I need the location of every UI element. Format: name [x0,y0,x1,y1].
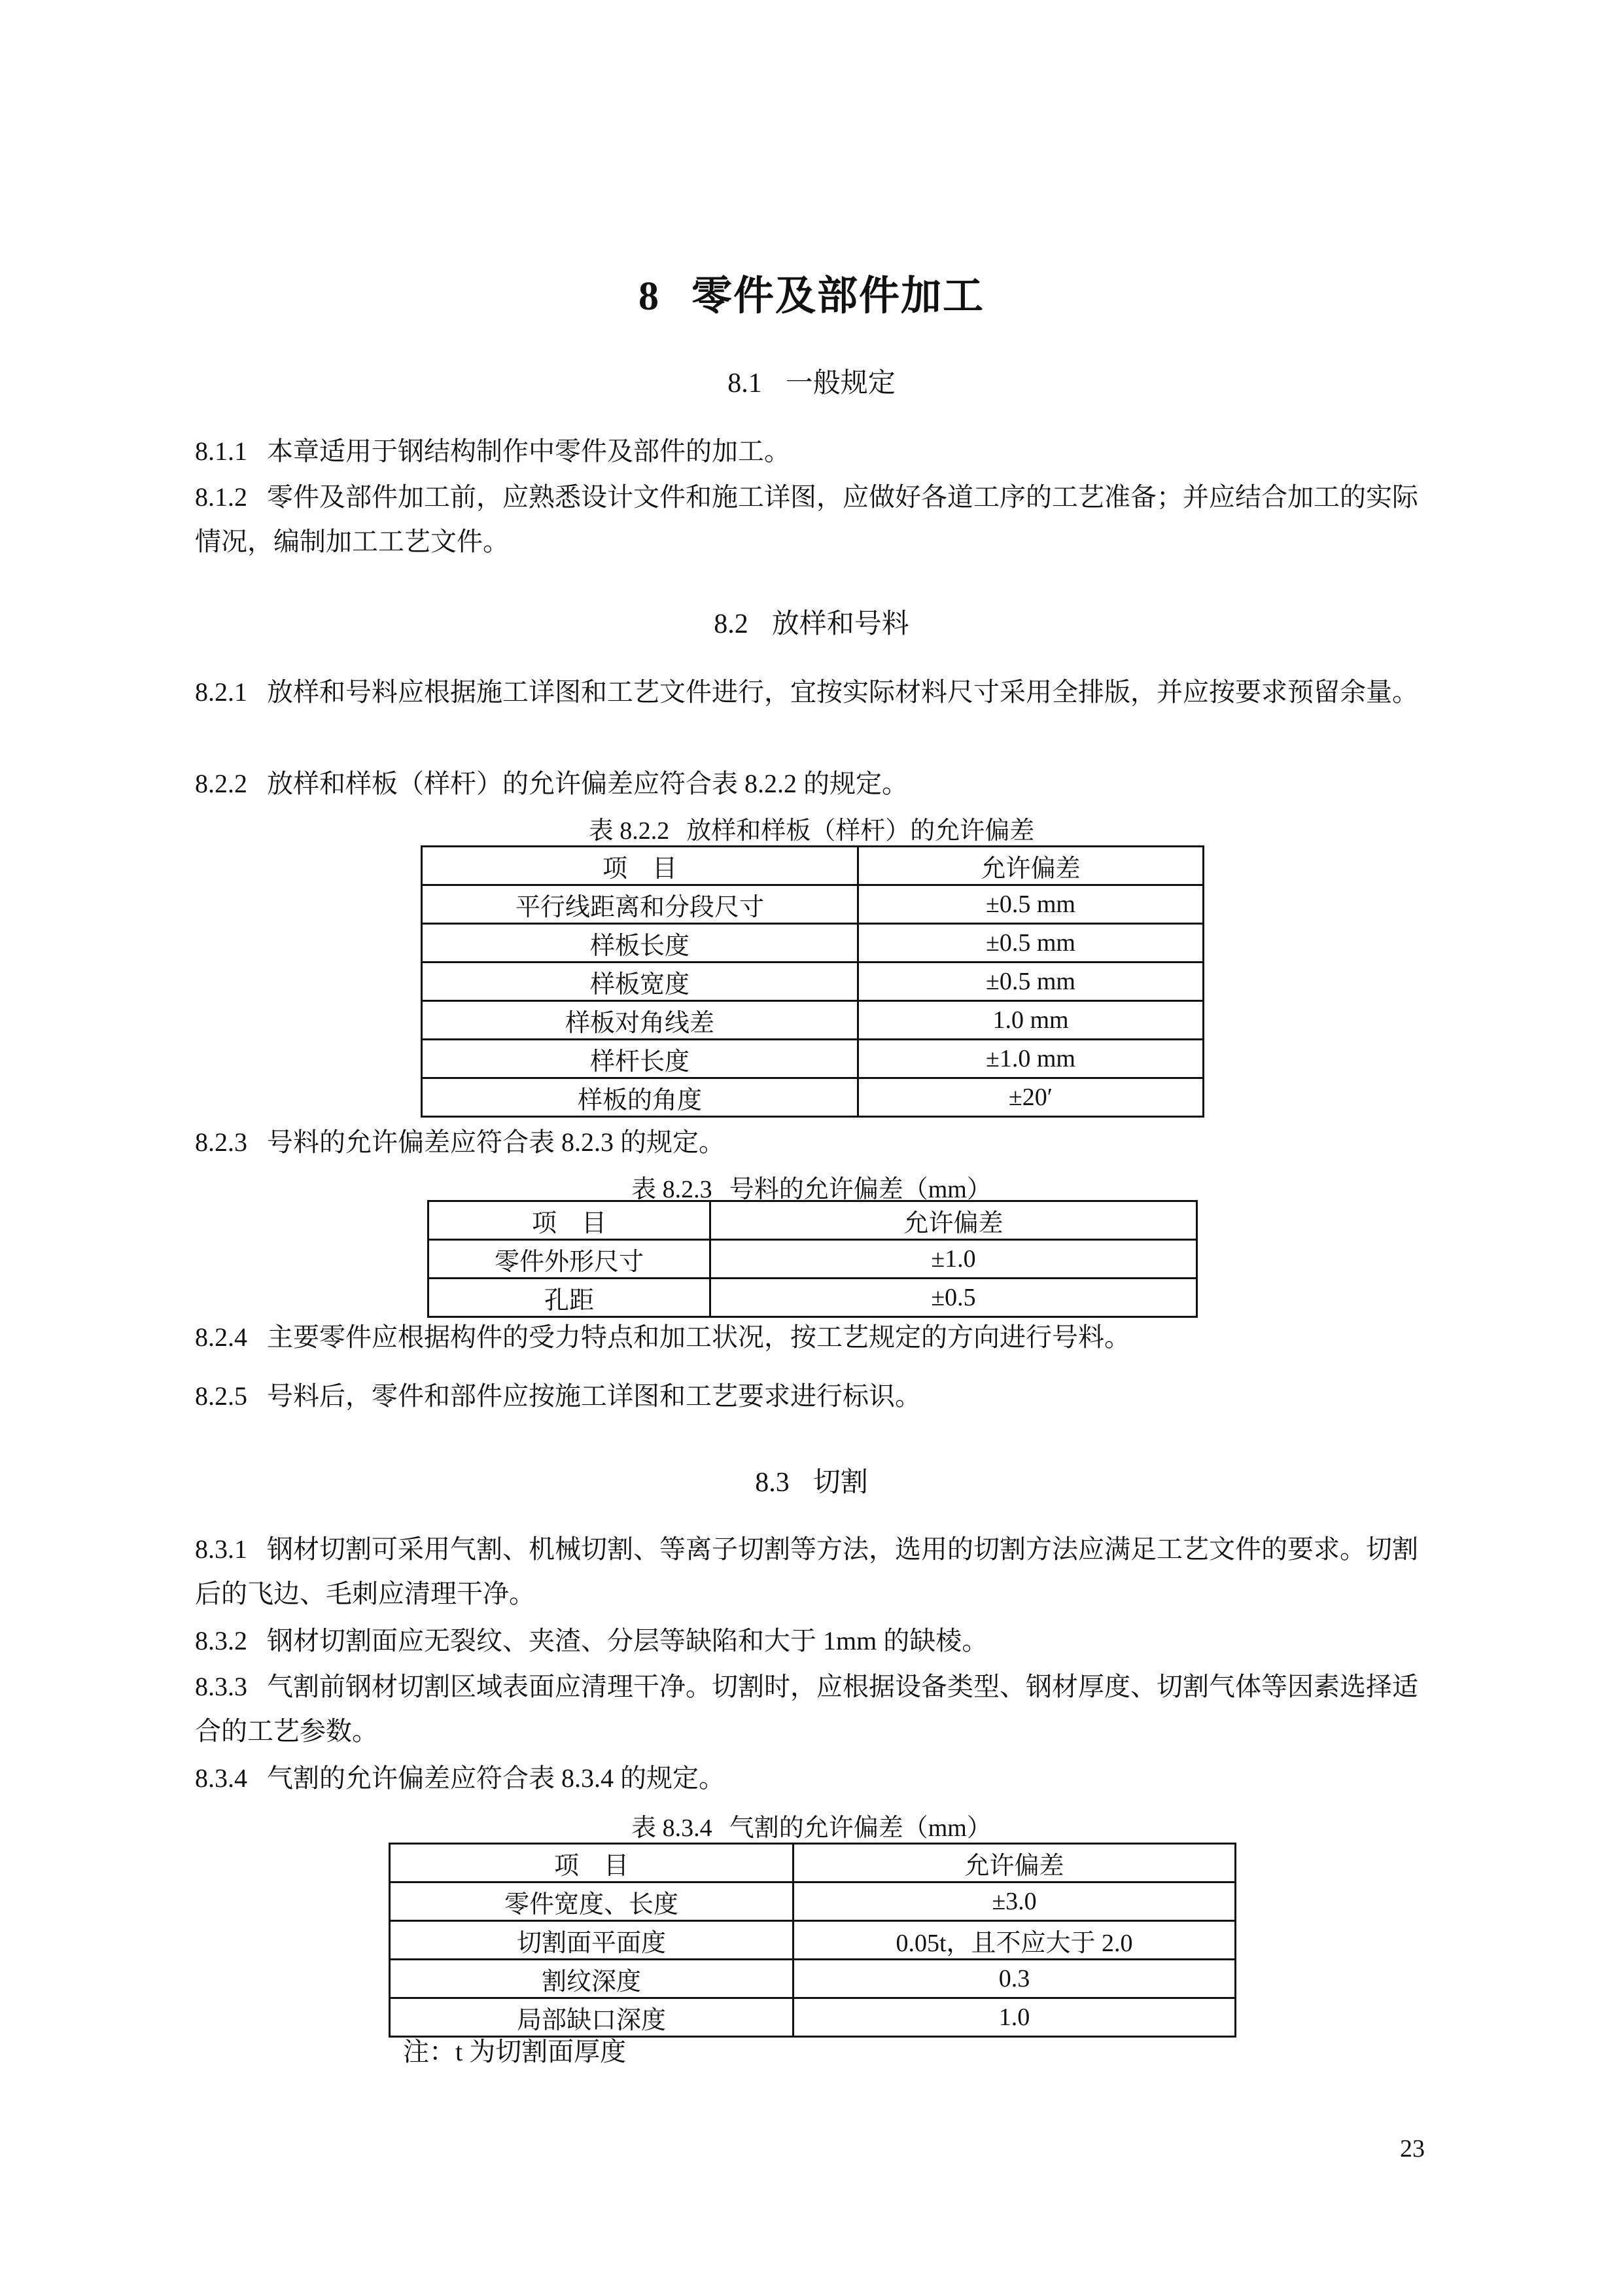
clause-8-2-3 [195,1120,1431,1165]
table-row [390,1960,1236,1998]
section-heading-8-1 [0,361,1623,400]
clause-8-3-1 [195,1527,1431,1616]
table-row [428,1279,1197,1317]
table-header-row [390,1844,1236,1882]
table-row [422,1040,1204,1078]
item-cell: 割纹深度 [390,1960,794,1998]
header-cell: 允许偏差 [710,1201,1197,1240]
caption-number: 表 8.2.2 [588,817,670,845]
clause-text: 钢材切割可采用气割、机械切割、等离子切割等方法，选用的切割方法应满足工艺文件的要求。切割后的飞边、毛刺应清理干净。 [195,1534,1418,1608]
table-row [390,1921,1236,1960]
value-cell: ±1.0 [710,1240,1197,1279]
table-row [428,1240,1197,1279]
caption-number: 表 8.3.4 [631,1814,712,1842]
value-cell: ±3.0 [794,1882,1236,1921]
clause-number: 8.1.1 [195,436,247,466]
chapter-number: 8 [638,274,660,319]
clause-number: 8.3.4 [195,1763,247,1793]
item-cell: 零件宽度、长度 [390,1882,794,1921]
clause-text: 主要零件应根据构件的受力特点和加工状况，按工艺规定的方向进行号料。 [267,1322,1130,1352]
value-cell: ±20′ [858,1078,1204,1117]
section-title: 放样和号料 [771,609,909,639]
clause-text: 气割的允许偏差应符合表 8.3.4 的规定。 [267,1763,725,1793]
table-8-2-2 [421,845,1204,1118]
item-cell: 平行线距离和分段尺寸 [422,885,858,924]
table-8-3-4 [389,1843,1236,2038]
clause-number: 8.3.1 [195,1534,247,1564]
clause-text: 放样和样板（样杆）的允许偏差应符合表 8.2.2 的规定。 [267,769,908,798]
table-row [422,1078,1204,1117]
table-row [422,963,1204,1001]
chapter-heading [0,263,1623,321]
clause-number: 8.2.3 [195,1127,247,1157]
clause-number: 8.3.3 [195,1672,247,1701]
item-cell: 样板对角线差 [422,1001,858,1040]
table-note: 注：t 为切割面厚度 [403,2037,627,2066]
caption-title: 放样和样板（样杆）的允许偏差 [686,817,1035,845]
section-number: 8.2 [714,609,748,639]
table-row [390,1882,1236,1921]
clause-8-2-1 [195,670,1431,715]
header-cell: 允许偏差 [794,1844,1236,1882]
item-cell: 样板长度 [422,924,858,963]
table-caption-8-2-3 [0,1169,1623,1205]
table-caption-8-3-4 [0,1807,1623,1843]
clause-number: 8.2.1 [195,677,247,707]
item-cell: 切割面平面度 [390,1921,794,1960]
value-cell: 0.3 [794,1960,1236,1998]
caption-title: 气割的允许偏差（mm） [729,1814,992,1842]
item-cell: 局部缺口深度 [390,1998,794,2037]
header-cell: 项 目 [422,847,858,885]
clause-number: 8.1.2 [195,482,247,512]
table-row [422,885,1204,924]
value-cell: 1.0 mm [858,1001,1204,1040]
table-caption-8-2-2 [0,810,1623,846]
clause-number: 8.2.4 [195,1322,247,1352]
clause-text: 气割前钢材切割区域表面应清理干净。切割时，应根据设备类型、钢材厚度、切割气体等因素选择适合的工艺参数。 [195,1672,1418,1746]
clause-number: 8.2.5 [195,1381,247,1411]
table-header-row [422,847,1204,885]
clause-text: 号料后，零件和部件应按施工详图和工艺要求进行标识。 [267,1381,921,1411]
section-heading-8-2 [0,602,1623,641]
table-8-2-3 [427,1200,1198,1318]
section-number: 8.3 [755,1468,790,1498]
section-number: 8.1 [727,368,762,398]
header-cell: 项 目 [390,1844,794,1882]
clause-text: 号料的允许偏差应符合表 8.2.3 的规定。 [267,1127,725,1157]
header-cell: 允许偏差 [858,847,1204,885]
value-cell: 1.0 [794,1998,1236,2037]
item-cell: 孔距 [428,1279,710,1317]
page-number: 23 [1400,2135,1425,2163]
clause-text: 本章适用于钢结构制作中零件及部件的加工。 [267,436,790,466]
section-title: 切割 [812,1468,868,1498]
value-cell: ±0.5 [710,1279,1197,1317]
clause-text: 钢材切割面应无裂纹、夹渣、分层等缺陷和大于 1mm 的缺棱。 [267,1626,988,1655]
item-cell: 样板宽度 [422,963,858,1001]
item-cell: 样杆长度 [422,1040,858,1078]
clause-number: 8.2.2 [195,769,247,798]
item-cell: 样板的角度 [422,1078,858,1117]
clause-8-1-1 [195,429,1431,474]
clause-8-3-3 [195,1665,1431,1754]
value-cell: ±1.0 mm [858,1040,1204,1078]
item-cell: 零件外形尺寸 [428,1240,710,1279]
clause-text: 放样和号料应根据施工详图和工艺文件进行，宜按实际材料尺寸采用全排版，并应按要求预留余量。 [267,677,1418,707]
clause-8-2-4 [195,1315,1431,1360]
caption-title: 号料的允许偏差（mm） [729,1176,992,1203]
clause-8-1-2 [195,475,1431,564]
clause-text: 零件及部件加工前，应熟悉设计文件和施工详图，应做好各道工序的工艺准备；并应结合加工的实际情况，编制加工工艺文件。 [195,482,1418,556]
chapter-title: 零件及部件加工 [691,274,985,319]
clause-8-2-5 [195,1374,1431,1419]
caption-number: 表 8.2.3 [631,1176,712,1203]
value-cell: ±0.5 mm [858,963,1204,1001]
table-header-row [428,1201,1197,1240]
clause-8-3-2 [195,1619,1431,1663]
section-heading-8-3 [0,1460,1623,1500]
clause-8-3-4 [195,1756,1431,1801]
value-cell: ±0.5 mm [858,924,1204,963]
table-row [422,924,1204,963]
section-title: 一般规定 [785,368,896,398]
clause-8-2-2 [195,762,1431,806]
value-cell: ±0.5 mm [858,885,1204,924]
value-cell: 0.05t，且不应大于 2.0 [794,1921,1236,1960]
table-row [422,1001,1204,1040]
clause-number: 8.3.2 [195,1626,247,1655]
header-cell: 项 目 [428,1201,710,1240]
